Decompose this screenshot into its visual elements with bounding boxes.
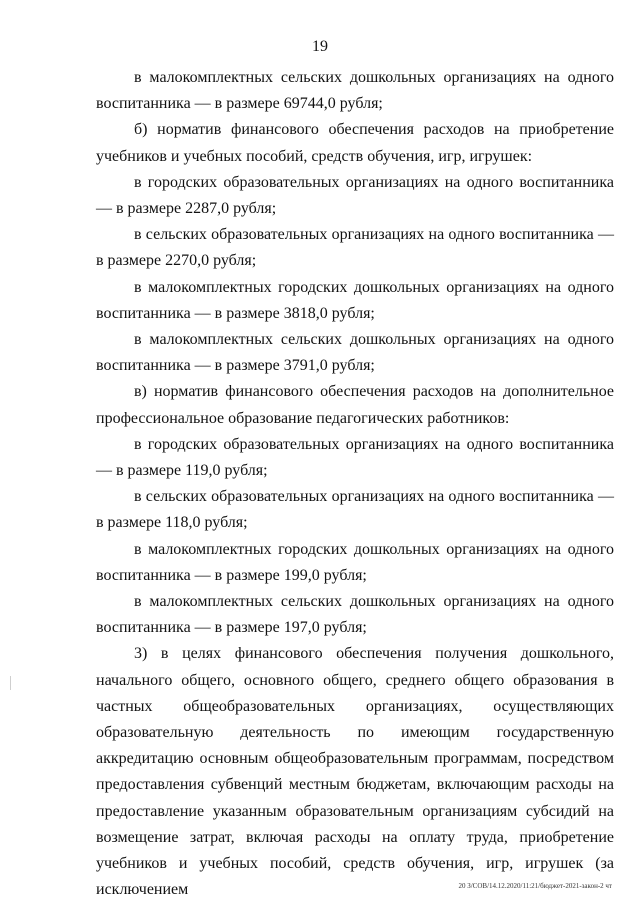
scan-margin-mark (10, 676, 11, 690)
page-number: 19 (312, 38, 328, 55)
paragraph: 3) в целях финансового обеспечения получения дошкольного, начального общего, основного общего, среднего общего образования в частных общеобразовательных организациях, осуществляющих образовательную деятельность по имеющим государственную аккредитацию основным общеобразовательным программам, посредством предоставления субвенций местным бюджетам, включающим расходы на предоставление указанным образовательным организациям субсидий на возмещение затрат, включая расходы на оплату труда, приобретение учебников и учебных пособий, средств обучения, игр, игрушек (за исключением (96, 645, 614, 899)
paragraph: в малокомплектных сельских дошкольных организациях на одного воспитанника — в размере 197,0 рубля; (96, 593, 614, 637)
paragraph: в малокомплектных городских дошкольных организациях на одного воспитанника — в размере 3818,0 рубля; (96, 278, 614, 322)
paragraph: в городских образовательных организациях на одного воспитанника — в размере 2287,0 рубля; (96, 173, 614, 218)
footer-document-code: 20 З/СОВ/14.12.2020/11:21/бюджет-2021-закон-2 чт (458, 882, 612, 890)
paragraph: в сельских образовательных организациях на одного воспитанника — в размере 2270,0 рубля; (96, 226, 614, 270)
paragraph: в малокомплектных сельских дошкольных организациях на одного воспитанника — в размере 3791,0 рубля; (96, 331, 614, 375)
paragraph: в малокомплектных городских дошкольных организациях на одного воспитанника — в размере 199,0 рубля; (96, 540, 614, 584)
paragraph: в) норматив финансового обеспечения расходов на дополнительное профессиональное образование педагогических работников: (96, 383, 614, 427)
document-body (96, 65, 614, 904)
paragraph: в городских образовательных организациях на одного воспитанника — в размере 119,0 рубля; (96, 435, 614, 480)
paragraph: в сельских образовательных организациях на одного воспитанника — в размере 118,0 рубля; (96, 488, 614, 532)
paragraph: б) норматив финансового обеспечения расходов на приобретение учебников и учебных пособий, средств обучения, игр, игрушек: (96, 121, 614, 165)
paragraph: в малокомплектных сельских дошкольных организациях на одного воспитанника — в размере 69744,0 рубля; (96, 69, 614, 113)
